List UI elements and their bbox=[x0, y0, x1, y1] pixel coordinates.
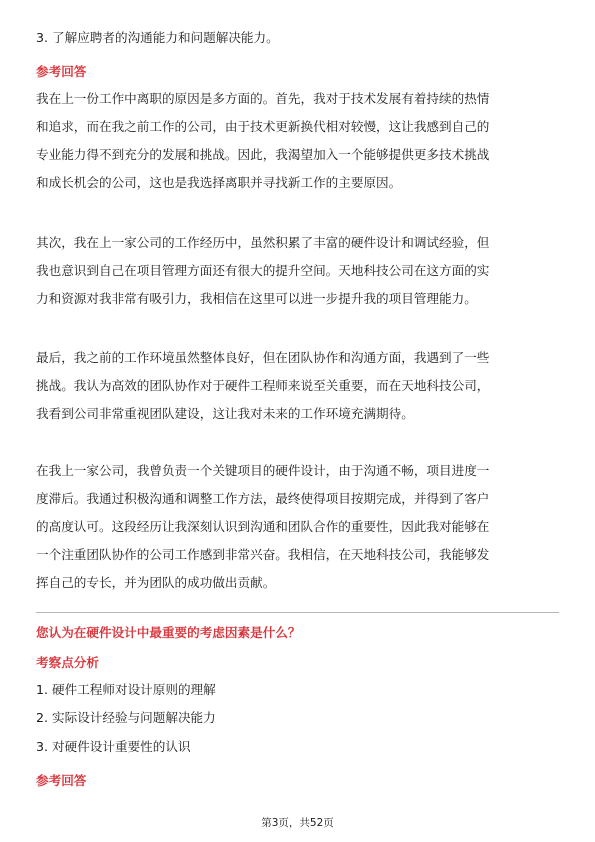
analysis-item-2: 2. 实际设计经验与问题解决能力 bbox=[36, 710, 216, 725]
paragraph-line: 和追求，而在我之前工作的公司，由于技术更新换代相对较慢，这让我感到自己的 bbox=[36, 119, 490, 134]
interview-question: 您认为在硬件设计中最重要的考虑因素是什么？ bbox=[36, 625, 301, 640]
answer-paragraph-1 bbox=[36, 85, 489, 197]
analysis-heading: 考察点分析 bbox=[36, 655, 99, 670]
page-number: 第3页，共52页 bbox=[261, 817, 334, 829]
analysis-item-1: 1. 硬件工程师对设计原则的理解 bbox=[36, 682, 216, 697]
paragraph-line: 其次，我在上一家公司的工作经历中，虽然积累了丰富的硬件设计和调试经验，但 bbox=[36, 235, 490, 250]
answer-paragraph-2 bbox=[36, 229, 489, 313]
paragraph-line: 力和资源对我非常有吸引力，我相信在这里可以进一步提升我的项目管理能力。 bbox=[36, 291, 477, 306]
section-divider bbox=[36, 612, 559, 613]
paragraph-line: 我也意识到自己在项目管理方面还有很大的提升空间。天地科技公司在这方面的实 bbox=[36, 263, 490, 278]
paragraph-line: 最后，我之前的工作环境虽然整体良好，但在团队协作和沟通方面，我遇到了一些 bbox=[36, 350, 490, 365]
paragraph-line: 的高度认可。这段经历让我深刻认识到沟通和团队合作的重要性，因此我对能够在 bbox=[36, 519, 490, 534]
paragraph-line: 和成长机会的公司，这也是我选择离职并寻找新工作的主要原因。 bbox=[36, 175, 402, 190]
paragraph-line: 度滞后。我通过积极沟通和调整工作方法，最终使得项目按期完成，并得到了客户 bbox=[36, 491, 490, 506]
answer-heading-2: 参考回答 bbox=[36, 773, 87, 788]
answer-heading: 参考回答 bbox=[36, 64, 87, 79]
paragraph-line: 挑战。我认为高效的团队协作对于硬件工程师来说至关重要，而在天地科技公司， bbox=[36, 378, 490, 393]
requirement-item-3: 3. 了解应聘者的沟通能力和问题解决能力。 bbox=[36, 30, 279, 45]
paragraph-line: 挥自己的专长，并为团队的成功做出贡献。 bbox=[36, 575, 276, 590]
paragraph-line: 我在上一份工作中离职的原因是多方面的。首先，我对于技术发展有着持续的热情 bbox=[36, 91, 490, 106]
paragraph-line: 专业能力得不到充分的发展和挑战。因此，我渴望加入一个能够提供更多技术挑战 bbox=[36, 147, 490, 162]
answer-paragraph-3 bbox=[36, 344, 489, 428]
paragraph-line: 我看到公司非常重视团队建设，这让我对未来的工作环境充满期待。 bbox=[36, 406, 414, 421]
paragraph-line: 一个注重团队协作的公司工作感到非常兴奋。我相信，在天地科技公司，我能够发 bbox=[36, 547, 490, 562]
paragraph-line: 在我上一家公司，我曾负责一个关键项目的硬件设计，由于沟通不畅，项目进度一 bbox=[36, 463, 490, 478]
analysis-item-3: 3. 对硬件设计重要性的认识 bbox=[36, 739, 191, 754]
answer-paragraph-4 bbox=[36, 457, 489, 597]
